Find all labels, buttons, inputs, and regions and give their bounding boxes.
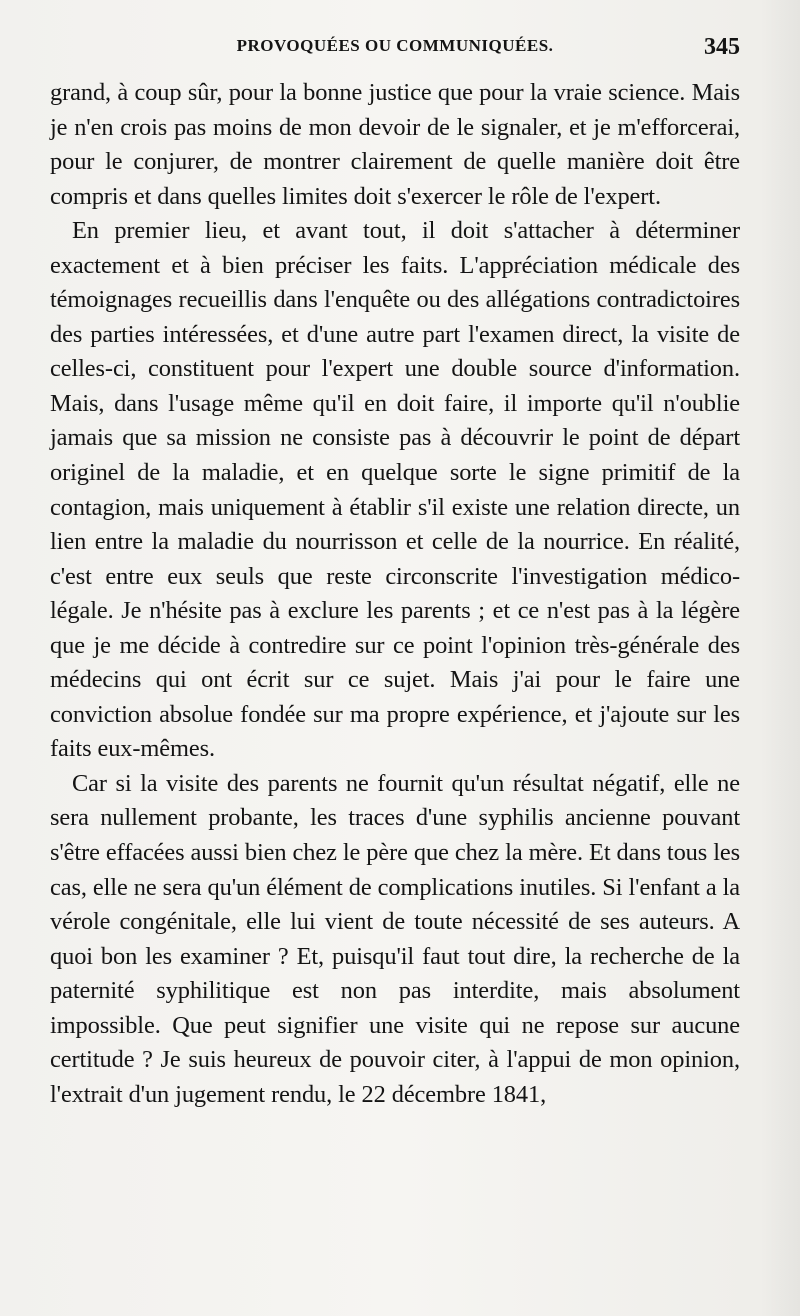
paragraph-continued: grand, à coup sûr, pour la bonne justice que pour la vraie science. Mais je n'en crois pas moins de mon devoir de le signaler, et je m'efforcerai, pour le conjurer, de montrer clairement de quelle manière doit être compris et dans quelles limites doit s'exercer le rôle de l'expert. bbox=[50, 79, 740, 210]
page-edge-shadow bbox=[760, 0, 800, 1316]
paragraph: En premier lieu, et avant tout, il doit s'attacher à déterminer exactement et à bien préciser les faits. L'appréciation médicale des témoignages recueillis dans l'enquête ou des allégations contradictoires des parties intéressées, et d'une autre part l'examen direct, la visite de celles-ci, constituent pour l'expert une double source d'information. Mais, dans l'usage même qu'il en doit faire, il importe qu'il n'oublie jamais que sa mission ne consiste pas à découvrir le point de départ originel de la maladie, et en quelque sorte le signe primitif de la contagion, mais uniquement à établir s'il existe une relation directe, un lien entre la maladie du nourrisson et celle de la nourrice. En réalité, c'est entre eux seuls que reste circonscrite l'investigation médico-légale. Je n'hésite pas à exclure les parents ; et ce n'est pas à la légère que je me décide à contredire sur ce point l'opinion très-générale des médecins qui ont écrit sur ce sujet. Mais j'ai pour le faire une conviction absolue fondée sur ma propre expérience, et j'ajoute sur les faits eux-mêmes. bbox=[50, 217, 740, 763]
page-header bbox=[50, 36, 740, 70]
body-text bbox=[50, 76, 740, 1112]
page-number: 345 bbox=[704, 34, 740, 60]
running-head: PROVOQUÉES OU COMMUNIQUÉES. bbox=[236, 36, 554, 55]
paragraph: Car si la visite des parents ne fournit qu'un résultat négatif, elle ne sera nullement probante, les traces d'une syphilis ancienne pouvant s'être effacées aussi bien chez le père que chez la mère. Et dans tous les cas, elle ne sera qu'un élément de complications inutiles. Si l'enfant a la vérole congénitale, elle lui vient de toute nécessité de ses auteurs. A quoi bon les examiner ? Et, puisqu'il faut tout dire, la recherche de la paternité syphilitique est non pas interdite, mais absolument impossible. Que peut signifier une visite qui ne repose sur aucune certitude ? Je suis heureux de pouvoir citer, à l'appui de mon opinion, l'extrait d'un jugement rendu, le 22 décembre 1841, bbox=[50, 769, 740, 1108]
